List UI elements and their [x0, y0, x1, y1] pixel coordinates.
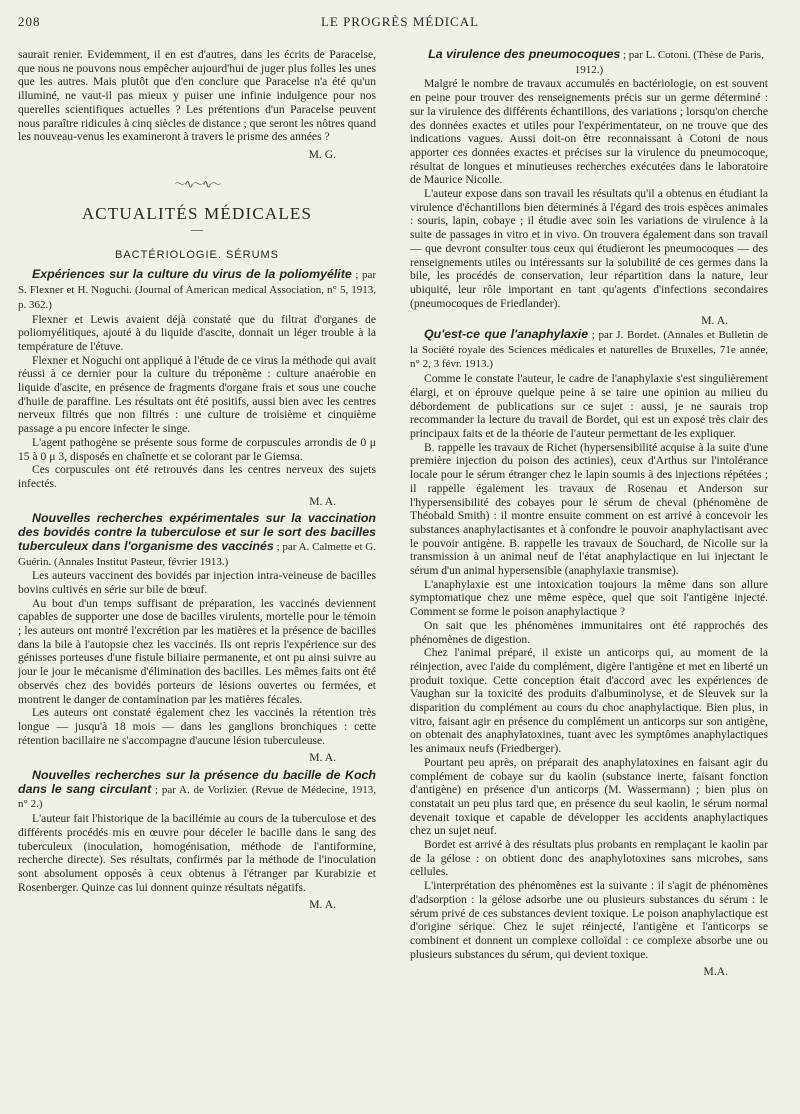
rubric-heading: BACTÉRIOLOGIE. SÉRUMS	[114, 248, 280, 261]
article-heading	[410, 328, 768, 372]
article-paragraph: Comme le constate l'auteur, le cadre de l'anaphylaxie s'est singulièrement élargi, et on éprouve quelque peine à se taire une opinion au milieu du débordement de publications sur ce sujet : aussi, je ne saurais trop recommander la lecture du travail de Bordet, qui est un exposé très clair des principaux faits et de la théorie de l'auteur permettant de les expliquer.	[410, 372, 768, 440]
article-source: (Annales et Bulletin de la Société royale des Sciences médicales et naturelles de Bruxelles, 71e année, n° 2, 3 févr. 1913.)	[410, 329, 768, 371]
article-paragraph: Malgré le nombre de travaux accumulés en bactériologie, on est souvent en peine pour trouver des renseignements précis sur un germe déterminé : sur la virulence des différents échantillons, des variations ; lorsqu'on cherche des données exactes et utiles pour l'expérimentateur, on ne trouve que des indications vagues. Aussi doit-on être reconnaissant à Cotoni de nous apporter ces données exactes et précises sur la virulence du pneumocoque, résultat de longues et minutieuses recherches exécutées dans le laboratoire de Maurice Nicolle.	[410, 77, 768, 187]
article-signature: M.A.	[703, 965, 728, 979]
article-authors: ; par S. Flexner et H. Noguchi.	[18, 269, 376, 297]
article-heading	[18, 769, 376, 812]
article-paragraph: Pourtant peu après, on préparait des anaphylatoxines en faisant agir du complément de cobaye sur du kaolin (substance inerte, faisant fonction d'antigène) en présence d'un anticorps (M. Wassermann) ; bien plus on constatait un peu plus tard que, en présence du seul kaolin, le sérum normal devenait toxique et capable de développer les accidents anaphylactiques chez un sujet neuf.	[410, 755, 768, 838]
article-paragraph: L'auteur expose dans son travail les résultats qu'il a obtenus en étudiant la virulence d'échantillons bien déterminés à l'égard des trois espèces animales : souris, lapin, cobaye ; il étudie avec soin les variations de virulence à la suite de passages in vitro et in vivo. On trouvera également dans son travail— que devront consulter tous ceux qui étudieront les pneumocoques — des renseignements utiles ou intéressants sur la solubilité de ces germes dans la bile, les procédés de conservation, leur répartition dans la nature, leur ubiquité, leur rôle important en tant qu'agents d'infections secondaires (pneumocoques de Friedlander).	[410, 187, 768, 310]
left-column	[18, 48, 376, 1104]
article-source: (Thèse de Paris, 1912.)	[574, 49, 764, 76]
right-column	[410, 48, 768, 1104]
article-signature: M. A.	[309, 898, 336, 912]
article-signature: M. A.	[309, 751, 336, 765]
prev-article-signature: M. G.	[308, 147, 336, 161]
article-authors: ; par A. de Vorlizier.	[151, 783, 252, 796]
journal-title: LE PROGRÈS MÉDICAL	[320, 14, 480, 29]
article-heading	[410, 48, 768, 77]
article-paragraph: Chez l'animal préparé, il existe un anticorps qui, au moment de la réinjection, avec l'aide du complément, digère l'antigène et met en liberté un produit toxique. Cette conception était d'accord avec les expériences de Vaughan sur la toxicité des produits d'albuminolyse, et de Sleuvek sur la disparition du complément au cours du choc anaphylactique. Bien plus, in vitro, faisant agir en présence du complément un anticorps sur son antigène, on obtenait des anaphylatoxines, tuant avec les symptômes anaphylactiques les animaux neufs (Friedberger).	[410, 646, 768, 756]
section-title-dash: —	[191, 222, 203, 237]
article-source: (Annales Institut Pasteur, février 1913.)	[54, 555, 229, 568]
article-paragraph: L'agent pathogène se présente sous forme de corpuscules arrondis de 0 μ 15 à 0 μ 3, disposés en chaînette et se colorant par le Giemsa.	[18, 435, 376, 463]
article-paragraph: Flexner et Noguchi ont appliqué à l'étude de ce virus la méthode qui avait réussi à ce dernier pour la culture du tréponème : culture anaérobie en liquide d'ascite, en présence de fragments d'organe frais et sous une couche d'huile de paraffine. Les résultats ont été positifs, aussi bien avec les centres nerveux filtrés que non filtrés : une culture de troisième et cinquième passage a pu encore infecter le singe.	[18, 353, 376, 436]
article-title: Nouvelles recherches sur la présence du bacille de Koch dans le sang circulant	[18, 768, 376, 796]
article-paragraph: L'anaphylaxie est une intoxication toujours la même dans son allure symptomatique chez une même espèce, quel que soit l'antigène injecté. Comment se forme le poison anaphylactique ?	[410, 577, 768, 619]
article-source: (Revue de Médecine, 1913, n° 2.)	[18, 783, 376, 811]
ornament-divider: 〜∿〜∿〜	[173, 176, 221, 191]
article-paragraph: Flexner et Lewis avaient déjà constaté que du filtrat d'organes de poliomyélitiques, ajouté à du liquide d'ascite, donnait un léger trouble à la température de l'étuve.	[18, 312, 376, 353]
article-title: La virulence des pneumocoques	[428, 48, 621, 61]
article-title: Qu'est-ce que l'anaphylaxie	[424, 327, 589, 342]
article-signature: M. A.	[701, 314, 728, 328]
running-head	[18, 14, 782, 32]
article-authors: ; par J. Bordet.	[588, 329, 664, 342]
article-paragraph: Les auteurs ont constaté également chez les vaccinés la rétention très longue — jusqu'à 18 mois — dans les ganglions bronchiques : cette rétention bacillaire ne s'accompagne d'aucune lésion tuberculeuse.	[18, 706, 376, 747]
article-paragraph: L'auteur fait l'historique de la bacillémie au cours de la tuberculose et des différents procédés mis en œuvre pour déceler le bacille dans le sang des tuberculeux (inoculation, homogénisation, méthode de l'antiformine, recherche directe). Ses résultats, confirmés par la méthode de l'inoculation sont absolument opposés à ceux obtenus à l'étranger par Kurabizie et Rosenberger. Quinze cas lui donnent quinze résultats négatifs.	[18, 812, 376, 894]
page-number: 208	[18, 14, 41, 29]
prev-article-paragraph: saurait renier. Evidemment, il en est d'autres, dans les écrits de Paracelse, que nous ne pouvons nous empêcher aujourd'hui de juger plus folles les unes que les autres. Mais plutôt que d'en conclure que Paracelse n'a été qu'un illuminé, ne vaut-il pas mieux y puiser une infinie indulgence pour nos querelles scientifiques actuelles ? Les prétentions d'un Paracelse peuvent nous paraître ridicules à cinq siècles de distance ; que seront les nôtres quand les nouveau-venus les examineront à travers le prisme des années ?	[18, 48, 376, 144]
article-heading	[18, 512, 376, 569]
article-heading	[18, 268, 376, 312]
article-title: Nouvelles recherches expérimentales sur la vaccination des bovidés contre la tuberculose et sur le sort des bacilles tuberculeux dans l'organisme des vaccinés	[18, 511, 376, 553]
article-paragraph: Ces corpuscules ont été retrouvés dans les centres nerveux des sujets infectés.	[18, 463, 376, 490]
article-paragraph: Au bout d'un temps suffisant de préparation, les vaccinés deviennent capables de supporter une dose de bacilles virulents, mortelle pour le témoin ; les auteurs ont montré l'excrétion par les matières et la présence de bacilles dans la bile à l'autopsie chez les vaccinés. Ils ont repris l'expérience sur des génisses porteuses d'une fistule biliaire permanente, et ont pu ainsi suivre au jour le jour le mécanisme d'élimination des bacilles. Les mêmes faits ont été observés chez des bovidés porteurs de lésions ouvertes ou fermées, et montrent le danger de contamination par les matières fécales.	[18, 596, 376, 706]
article-paragraph: L'interprétation des phénomènes est la suivante : il s'agit de phénomènes d'adsorption : la gélose adsorbe une ou plusieurs substances du sérum : le sérum privé de ces substances devient toxique. Le poison anaphylactique est d'origine sérique. Chez le sujet réinjecté, l'antigène et l'anticorps se combinent et donnent un complexe colloïdal : ce complexe absorbe une ou plusieurs substances du sérum, qui devient toxique.	[410, 879, 768, 961]
article-paragraph: Bordet est arrivé à des résultats plus probants en remplaçant le kaolin par de la gélose : on obtient donc des anaphylotoxines sans microbes, sans cellules.	[410, 838, 768, 879]
article-authors: ; par L. Cotoni.	[620, 49, 694, 61]
article-paragraph: B. rappelle les travaux de Richet (hypersensibilité acquise à la suite d'une première injection du poison des actinies), ceux d'Arthus sur l'intolérance locale pour le sérum étranger chez le lapin soumis à des injections répétées ; il rappelle également les travaux de Rosenau et Anderson sur l'hypersensibilité des cobayes pour le sérum de cheval (phénomène de Théobald Smith) : il montre ensuite comment on est arrivé à concevoir les substances anaphylactisantes et à confondre le pouvoir anaphylactisant avec le pouvoir antigène. B. rappelle les travaux de Souchard, de Nicolle sur la transmission à un animal neuf de l'état anaphylactique en lui injectant le sérum d'un animal hypersensible (anaphylaxie transmise).	[410, 440, 768, 578]
article-title: Expériences sur la culture du virus de la poliomyélite	[32, 267, 352, 282]
article-signature: M. A.	[309, 494, 336, 508]
article-paragraph: Les auteurs vaccinent des bovidés par injection intra-veineuse de bacilles bovins cultivés en série sur bile de bœuf.	[18, 569, 376, 596]
section-title: ACTUALITÉS MÉDICALES	[81, 204, 313, 224]
article-source: (Journal of American medical Association, n° 5, 1913, p. 362.)	[18, 284, 376, 311]
article-paragraph: On sait que les phénomènes immunitaires ont été rapprochés des phénomènes de digestion.	[410, 618, 768, 646]
article-authors: ; par A. Calmette et G. Guérin.	[18, 540, 376, 568]
